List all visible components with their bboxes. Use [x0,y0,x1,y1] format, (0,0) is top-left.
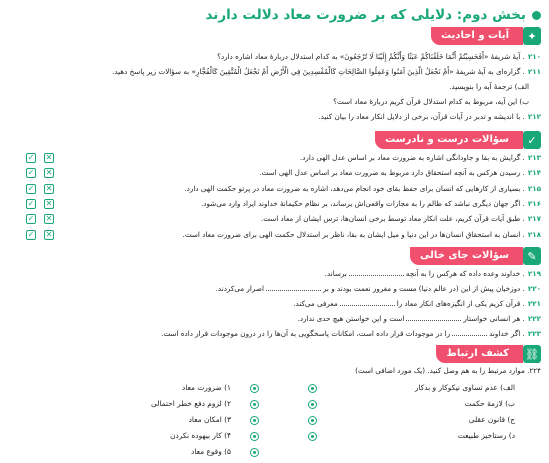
false-checkbox-214[interactable]: ✕ [45,168,53,177]
true-checkbox-218[interactable]: ✓ [27,230,35,239]
true-checkbox-217[interactable]: ✓ [27,214,35,223]
true-checkbox-214[interactable]: ✓ [27,168,35,177]
section-label-matching: کشف ارتباط [436,345,523,363]
match-dot-d[interactable] [308,432,317,441]
section-label-true-false: سؤالات درست و نادرست [375,131,523,149]
section-head-true-false [375,131,541,149]
match-item-1[interactable]: ۱) ضرورت معاد [181,383,231,392]
match-item-2[interactable]: ۲) لزوم دفع خطر احتمالی [151,399,231,408]
false-checkbox-215[interactable]: ✕ [45,184,53,193]
true-checkbox-216[interactable]: ✓ [27,199,35,208]
question-211: ۲۱۱. گزاره‌ای به آیهٔ شریفهٔ «أَمْ نَجْعَلُ الَّذِينَ آمَنُوا وَعَمِلُوا الصَّالِحَاتِ كَالْمُفْسِدِينَ فِي الْأَرْضِ أَمْ نَجْعَلُ الْمُتَّقِينَ كَالْفُجَّارِ» به سؤالات زیر پاسخ دهید. [112,67,541,76]
pencil-icon: ✎ [523,247,541,265]
section-label-verses: آیات و احادیث [431,27,523,45]
match-dot-1[interactable] [250,384,259,393]
question-224: ۲۲۴. موارد مرتبط را به هم وصل کنید. (یک مورد اضافی است) [355,366,541,375]
question-212: ۲۱۲. با اندیشه و تدبر در آیات قرآن، برخی از دلایل انکار معاد را بیان کنید. [318,112,541,121]
question-213: ۲۱۳. گرایش به بقا و جاودانگی اشاره به ضرورت معاد بر اساس عدل الهی دارد. [299,153,541,162]
match-dot-2[interactable] [250,400,259,409]
match-item-a[interactable]: الف) عدم تساوی نیکوکار و بدکار [414,383,515,392]
match-item-d[interactable]: د) رستاخیز طبیعت [457,431,515,440]
match-dot-4[interactable] [250,432,259,441]
matching-left-bullets [239,380,259,460]
question-211-b: ب) این آیه، مربوط به کدام استدلال قرآن کریم دربارهٔ معاد است؟ [333,97,529,106]
false-checkbox-213[interactable]: ✕ [45,153,53,162]
false-checkbox-218[interactable]: ✕ [45,230,53,239]
question-219: ۲۱۹. خداوند وعده داده که هرکس را به آنچهبرساند. [324,269,541,278]
question-217: ۲۱۷. طبق آیات قرآن کریم، علت انکار معاد توسط برخی انسان‌ها، ترس ایشان از معاد است. [260,214,541,223]
question-223: ۲۲۳. اگر خداوندرا در موجودات قرار داده است، امکانات پاسخگویی به آن‌ها را در درون موجودات قرار داده است. [161,329,541,338]
book-icon: ✦ [523,27,541,45]
false-checkbox-217[interactable]: ✕ [45,214,53,223]
matching-left-column [51,380,231,460]
blank-221[interactable] [340,305,395,306]
matching-right-column [315,380,515,444]
true-checkbox-215[interactable]: ✓ [27,184,35,193]
true-checkbox-213[interactable]: ✓ [27,153,35,162]
question-220: ۲۲۰. دوزخیان پیش از این (در عالم دنیا) مست و مغرور نعمت بودند و براصرار می‌کردند. [215,284,541,293]
page-title-row [8,4,541,26]
link-icon: ⛓ [523,345,541,363]
section-head-matching [436,345,541,363]
section-label-fill-blank: سؤالات جای خالی [410,247,523,265]
check-list-icon: ✓ [523,131,541,149]
match-dot-5[interactable] [250,448,259,457]
section-head-verses [431,27,541,45]
question-216: ۲۱۶. اگر جهان دیگری نباشد که ظالم را به مجازات واقعی‌اش برساند، بر نظام حکیمانهٔ خداوند ایراد وارد می‌شود. [200,199,541,208]
blank-223[interactable] [452,335,487,336]
question-214: ۲۱۴. رسیدن هرکس به آنچه استحقاق دارد مربوط به ضرورت معاد بر اساس عدل الهی است. [259,168,541,177]
page-title: بخش دوم: دلایلی که بر ضرورت معاد دلالت دارند [205,7,526,23]
blank-222[interactable] [406,320,461,321]
match-dot-c[interactable] [308,416,317,425]
match-item-b[interactable]: ب) لازمهٔ حکمت [464,399,515,408]
match-item-3[interactable]: ۳) امکان معاد [188,415,231,424]
blank-219[interactable] [349,275,404,276]
match-item-5[interactable]: ۵) وقوع معاد [191,447,231,456]
blank-220[interactable] [266,290,321,291]
question-215: ۲۱۵. بسیاری از کارهایی که انسان برای حفظ بقای خود انجام می‌دهد، اشاره به ضرورت معاد در پرتو حکمت الهی دارد. [184,184,541,193]
question-222: ۲۲۲. هر انسانی خواستاراست و این خواستن هیچ حدی ندارد. [297,314,541,323]
matching-right-bullets [297,380,317,444]
question-210: ۲۱۰. آیهٔ شریفهٔ «أَفَحَسِبْتُمْ أَنَّمَا خَلَقْنَاكُمْ عَبَثًا وَأَنَّكُمْ إِلَيْنَا لَا تُرْجَعُونَ» به کدام استدلال دربارهٔ معاد اشاره دارد؟ [217,52,541,61]
match-dot-3[interactable] [250,416,259,425]
false-checkbox-216[interactable]: ✕ [45,199,53,208]
question-221: ۲۲۱. قرآن کریم یکی از انگیزه‌های انکار معاد رامعرفی می‌کند. [293,299,541,308]
match-item-c[interactable]: ج) قانون عقلی [468,415,515,424]
question-211-a: الف) ترجمهٔ آیه را بنویسید. [449,82,529,91]
match-dot-a[interactable] [308,384,317,393]
question-218: ۲۱۸. انسان به استحقاق انسان‌ها در این دنیا و میل ایشان به بقا، ناظر بر استدلال حکمت الهی برای ضرورت معاد است. [182,230,541,239]
section-head-fill-blank [410,247,541,265]
match-item-4[interactable]: ۴) کار بیهوده نکردن [170,431,231,440]
title-bullet-icon [532,11,541,20]
match-dot-b[interactable] [308,400,317,409]
